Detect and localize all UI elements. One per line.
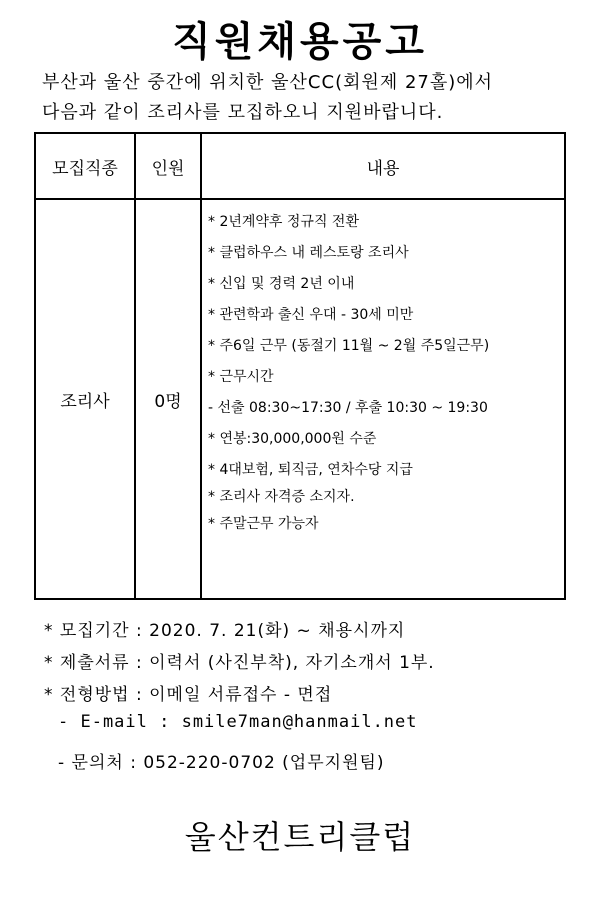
email-contact: - E-mail : smile7man@hanmail.net	[58, 712, 418, 732]
details-list	[208, 212, 564, 541]
detail-item: * 신입 및 경력 2년 이내	[208, 276, 355, 292]
table-row	[35, 199, 565, 599]
headcount-cell: 0명	[135, 199, 201, 599]
detail-item: * 주말근무 가능자	[208, 516, 319, 532]
detail-item: - 선출 08:30~17:30 / 후출 10:30 ~ 19:30	[208, 400, 488, 416]
detail-item: * 관련학과 출신 우대 - 30세 미만	[208, 307, 414, 323]
detail-item: * 2년계약후 정규직 전환	[208, 214, 359, 230]
organization-name: 울산컨트리클럽	[184, 818, 416, 856]
detail-item: * 연봉:30,000,000원 수준	[208, 431, 377, 447]
required-documents: * 제출서류 : 이력서 (사진부착), 자기소개서 1부.	[44, 653, 435, 673]
detail-item: * 주6일 근무 (동절기 11월 ~ 2월 주5일근무)	[208, 338, 490, 354]
intro-line-1: 부산과 울산 중간에 위치한 울산CC(회원제 27홀)에서	[42, 72, 494, 93]
header-job-type: 모집직종	[35, 133, 135, 199]
intro-line-2: 다음과 같이 조리사를 모집하오니 지원바랍니다.	[42, 102, 444, 123]
job-type-cell: 조리사	[35, 199, 135, 599]
detail-item: * 조리사 자격증 소지자.	[208, 489, 355, 505]
page-title: 직원채용공고	[172, 19, 428, 65]
table-header-row	[35, 133, 565, 199]
selection-method: * 전형방법 : 이메일 서류접수 - 면접	[44, 685, 333, 705]
detail-item: * 클럽하우스 내 레스토랑 조리사	[208, 245, 409, 261]
phone-contact: - 문의처 : 052-220-0702 (업무지원팀)	[58, 753, 385, 773]
detail-item: * 근무시간	[208, 369, 274, 385]
header-details: 내용	[201, 133, 565, 199]
recruitment-period: * 모집기간 : 2020. 7. 21(화) ~ 채용시까지	[44, 621, 406, 641]
header-headcount: 인원	[135, 133, 201, 199]
details-cell	[201, 199, 565, 599]
detail-item: * 4대보험, 퇴직금, 연차수당 지급	[208, 462, 413, 478]
recruitment-table	[34, 132, 566, 600]
